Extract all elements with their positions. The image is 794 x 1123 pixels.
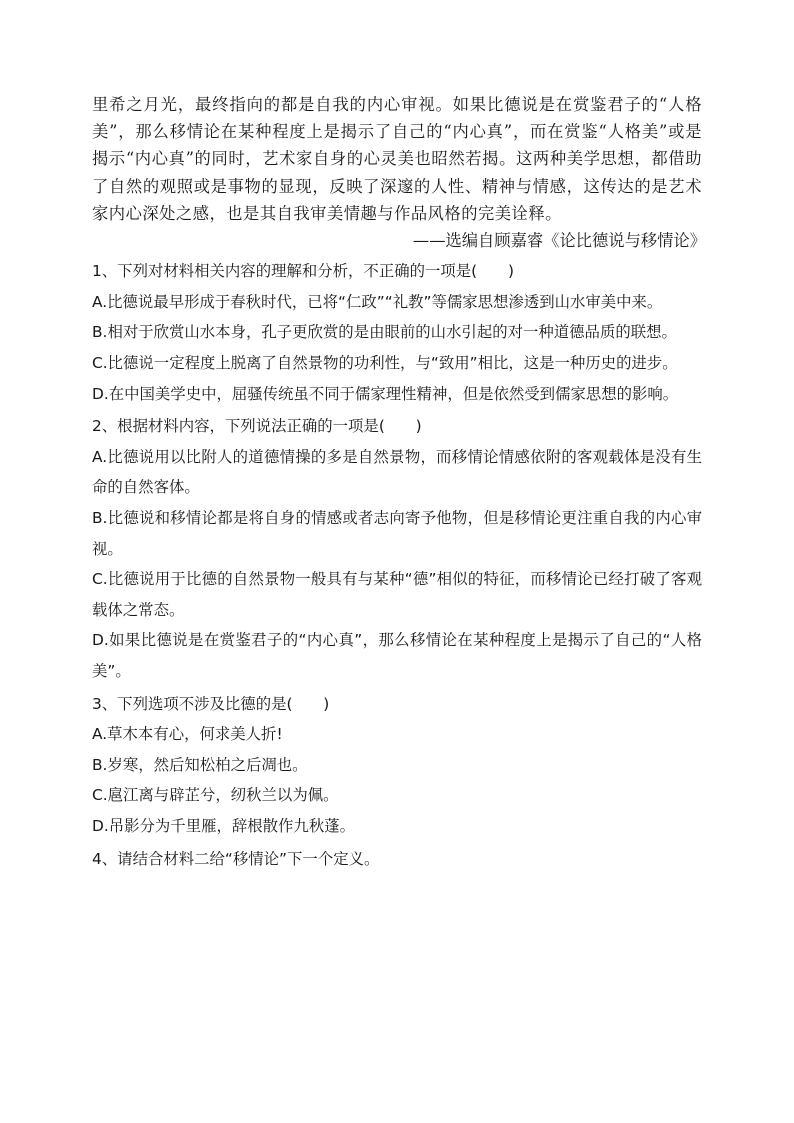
option-c: C.比德说用于比德的自然景物一般具有与某种“德”相似的特征，而移情论已经打破了客观载体之常态。: [92, 570, 702, 619]
question-stem: 2、根据材料内容，下列说法正确的一项是( ): [92, 417, 422, 436]
question-4: [92, 844, 702, 875]
option-b: B.岁寒，然后知松柏之后凋也。: [92, 755, 308, 774]
question-3: [92, 689, 702, 842]
option-b: B.相对于欣赏山水本身，孔子更欣赏的是由眼前的山水引起的对一种道德品质的联想。: [92, 323, 677, 342]
option-d: D.如果比德说是在赏鉴君子的“内心真”，那么移情论在某种程度上是揭示了自己的“人格美”。: [92, 631, 702, 680]
option-a: A.草木本有心，何求美人折!: [92, 725, 283, 744]
question-1: [92, 256, 702, 409]
passage-attribution: ——选编自顾嘉睿《论比德说与移情论》: [412, 231, 706, 251]
question-stem: 3、下列选项不涉及比德的是( ): [92, 694, 330, 713]
option-a: A.比德说最早形成于春秋时代，已将“仁政”“礼教”等儒家思想渗透到山水审美中来。: [92, 292, 663, 311]
option-c: C.比德说一定程度上脱离了自然景物的功利性，与“致用”相比，这是一种历史的进步。: [92, 354, 678, 372]
option-c: C.扈江离与辟芷兮，纫秋兰以为佩。: [92, 786, 339, 805]
question-2: [92, 411, 702, 686]
question-stem: 1、下列对材料相关内容的理解和分析，不正确的一项是( ): [92, 262, 514, 281]
option-d: D.吊影分为千里雁，辞根散作九秋蓬。: [92, 816, 355, 835]
option-b: B.比德说和移情论都是将自身的情感或者志向寄予他物，但是移情论更注重自我的内心审视。: [92, 508, 702, 558]
document-page: [92, 91, 706, 874]
option-a: A.比德说用以比附人的道德情操的多是自然景物，而移情论情感依附的客观载体是没有生命的自然客体。: [92, 447, 702, 497]
question-stem: 4、请结合材料二给“移情论”下一个定义。: [92, 849, 380, 868]
option-d: D.在中国美学史中，屈骚传统虽不同于儒家理性精神，但是依然受到儒家思想的影响。: [92, 384, 679, 403]
passage-text: 里希之月光，最终指向的都是自我的内心审视。如果比德说是在赏鉴君子的“人格美”，那么移情论在某种程度上是揭示了自己的“内心真”，而在赏鉴“人格美”或是揭示“内心真”的同时，艺术家自身的心灵美也昭然若揭。这两种美学思想，都借助了自然的观照或是事物的显现，反映了深邃的人性、精神与情感，这传达的是艺术家内心深处之感，也是其自我审美情趣与作品风格的完美诠释。: [92, 95, 702, 223]
